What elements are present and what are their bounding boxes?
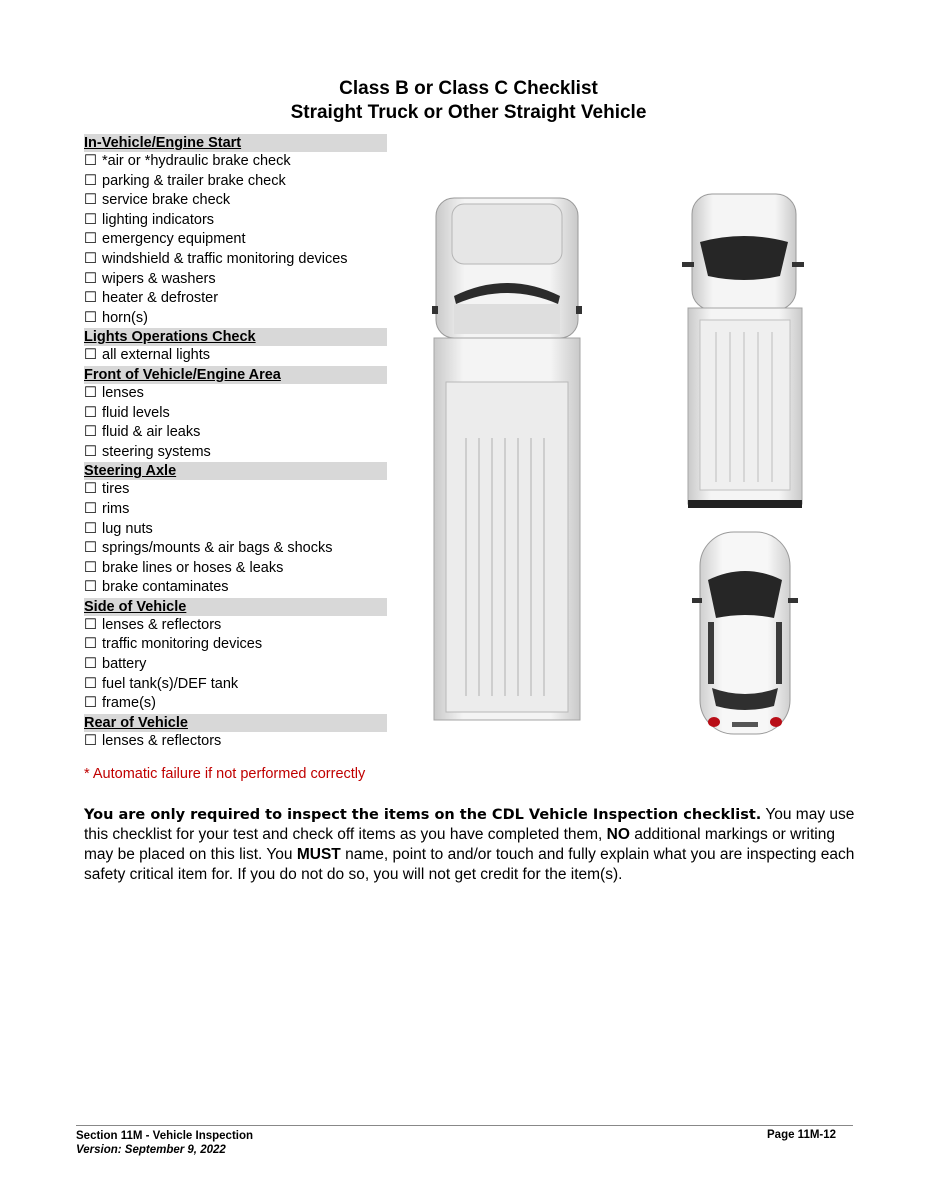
checklist-item-label: lenses & reflectors [102, 732, 222, 749]
checkbox-icon[interactable]: ☐ [84, 347, 97, 364]
instructions-part3: name, point to and/or touch and fully explain what you are inspecting each safety critical item for. If you do not do so, you will not get credit for the item(s). [84, 846, 855, 883]
checklist-item-label: lenses [102, 384, 144, 401]
checklist-item-label: traffic monitoring devices [102, 636, 263, 653]
checkbox-icon[interactable]: ☐ [84, 211, 97, 228]
checkbox-icon[interactable]: ☐ [84, 404, 97, 421]
section-heading [84, 598, 387, 616]
checklist-item-label: parking & trailer brake check [102, 172, 286, 189]
checklist-item-label: brake contaminates [102, 579, 229, 596]
checkbox-icon[interactable]: ☐ [84, 424, 97, 441]
checkbox-icon[interactable]: ☐ [84, 656, 97, 673]
checklist-item [84, 578, 387, 598]
checkbox-icon[interactable]: ☐ [84, 443, 97, 460]
checklist-item-label: wipers & washers [102, 270, 216, 287]
checklist-item [84, 384, 387, 404]
checkbox-icon[interactable]: ☐ [84, 675, 97, 692]
checklist-item-label: lighting indicators [102, 211, 215, 228]
instructions-no: NO [606, 826, 630, 843]
checklist-item-label: lug nuts [102, 520, 153, 537]
checklist-item-label: horn(s) [102, 309, 148, 326]
footer-left [76, 1129, 253, 1157]
section-heading-label: Front of Vehicle/Engine Area [84, 366, 281, 383]
checklist-item [84, 230, 387, 250]
checklist-item [84, 675, 387, 695]
section-heading [84, 328, 387, 346]
pickup-truck-illustration [680, 192, 806, 512]
checklist-item [84, 480, 387, 500]
checkbox-icon[interactable]: ☐ [84, 579, 97, 596]
checklist-item-label: tires [102, 481, 130, 498]
checklist-item [84, 289, 387, 309]
checklist-item [84, 404, 387, 424]
checklist-item-label: *air or *hydraulic brake check [102, 153, 291, 169]
checklist-item [84, 520, 387, 540]
instructions-part2: additional markings or writing may be placed on this list. You [84, 826, 835, 863]
checklist-item [84, 152, 387, 172]
instructions-paragraph [84, 805, 864, 885]
checklist-item-label: service brake check [102, 192, 231, 209]
checkbox-icon[interactable]: ☐ [84, 732, 97, 749]
automatic-failure-note: * Automatic failure if not performed correctly [84, 766, 366, 782]
checklist-item-label: steering systems [102, 443, 211, 460]
checklist-item [84, 443, 387, 463]
checklist-item-label: fluid & air leaks [102, 424, 201, 441]
checklist-item [84, 500, 387, 520]
footer-version: Version: September 9, 2022 [76, 1144, 226, 1156]
section-heading [84, 462, 387, 480]
checkbox-icon[interactable]: ☐ [84, 172, 97, 189]
checklist-item [84, 250, 387, 270]
checklist-item-label: fuel tank(s)/DEF tank [102, 675, 239, 692]
checkbox-icon[interactable]: ☐ [84, 540, 97, 557]
checkbox-icon[interactable]: ☐ [84, 192, 97, 209]
checkbox-icon[interactable]: ☐ [84, 270, 97, 287]
section-heading-label: In-Vehicle/Engine Start [84, 135, 242, 151]
checklist-item-label: rims [102, 500, 130, 517]
section-heading [84, 134, 387, 152]
checklist-item [84, 655, 387, 675]
checkbox-icon[interactable]: ☐ [84, 520, 97, 537]
checklist-item [84, 694, 387, 714]
checklist-item [84, 270, 387, 290]
checkbox-icon[interactable]: ☐ [84, 231, 97, 248]
section-heading [84, 714, 387, 732]
section-heading-label: Lights Operations Check [84, 329, 256, 346]
checklist-item-label: heater & defroster [102, 290, 219, 307]
section-heading-label: Rear of Vehicle [84, 714, 188, 731]
inspection-checklist [84, 134, 387, 751]
checklist-item [84, 309, 387, 329]
section-heading [84, 366, 387, 384]
checklist-item [84, 616, 387, 636]
checkbox-icon[interactable]: ☐ [84, 290, 97, 307]
checklist-item-label: emergency equipment [102, 231, 246, 248]
checklist-item [84, 172, 387, 192]
checkbox-icon[interactable]: ☐ [84, 309, 97, 326]
checklist-item-label: battery [102, 656, 147, 673]
checkbox-icon[interactable]: ☐ [84, 636, 97, 653]
checklist-item-label: springs/mounts & air bags & shocks [102, 540, 333, 557]
checklist-item [84, 191, 387, 211]
checkbox-icon[interactable]: ☐ [84, 250, 97, 267]
checklist-item [84, 423, 387, 443]
checklist-item-label: windshield & traffic monitoring devices [102, 250, 348, 267]
checklist-item-label: frame(s) [102, 695, 156, 712]
checkbox-icon[interactable]: ☐ [84, 384, 97, 401]
car-illustration [690, 528, 800, 738]
straight-truck-illustration [432, 196, 584, 722]
checklist-item [84, 559, 387, 579]
instructions-part1: You may use this checklist for your test and check off items as you have completed them, [84, 806, 855, 843]
checklist-item-label: lenses & reflectors [102, 616, 222, 633]
checkbox-icon[interactable]: ☐ [84, 481, 97, 498]
checkbox-icon[interactable]: ☐ [84, 616, 97, 633]
footer-page-number: Page 11M-12 [767, 1129, 837, 1141]
checklist-item-label: fluid levels [102, 404, 170, 421]
footer-section: Section 11M - Vehicle Inspection [76, 1130, 254, 1142]
page-title-line2: Straight Truck or Other Straight Vehicle [290, 102, 647, 123]
checklist-item [84, 346, 387, 366]
checklist-item [84, 539, 387, 559]
checklist-item [84, 635, 387, 655]
checklist-item-label: brake lines or hoses & leaks [102, 559, 284, 576]
section-heading-label: Steering Axle [84, 463, 177, 480]
footer-divider [76, 1125, 853, 1126]
checkbox-icon[interactable]: ☐ [84, 500, 97, 517]
checklist-item [84, 211, 387, 231]
checklist-item [84, 732, 387, 752]
checkbox-icon[interactable]: ☐ [84, 695, 97, 712]
checkbox-icon[interactable]: ☐ [84, 153, 97, 169]
instructions-must: MUST [296, 846, 341, 863]
page-title-line1: Class B or Class C Checklist [339, 78, 598, 99]
checklist-item-label: all external lights [102, 347, 210, 364]
checkbox-icon[interactable]: ☐ [84, 559, 97, 576]
instructions-lead: You are only required to inspect the items on the CDL Vehicle Inspection checklist. [84, 807, 762, 823]
section-heading-label: Side of Vehicle [84, 598, 187, 615]
